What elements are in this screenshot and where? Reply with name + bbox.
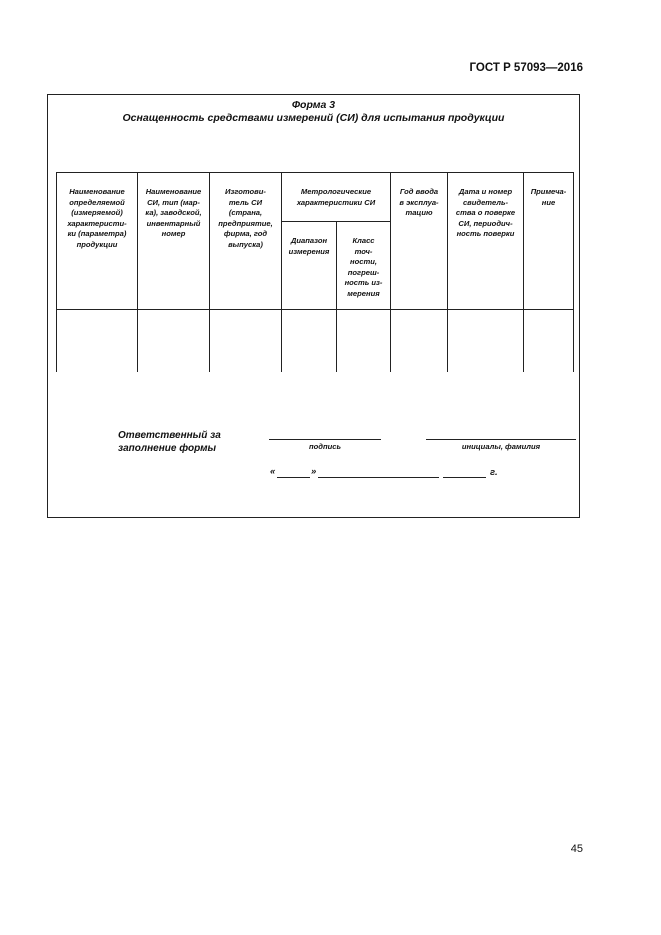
name-line (426, 439, 576, 440)
subheader-range: Диапазон измерения (288, 236, 330, 256)
signature-line (269, 439, 381, 440)
date-quote-close: » (311, 466, 317, 477)
header-characteristic: Наименование определяемой (измеряемой) характеристи- ки (параметра) продукции (67, 187, 127, 249)
header-bottom-border (56, 309, 574, 310)
header-notes: Примеча- ние (530, 187, 567, 207)
header-verification: Дата и номер свидетель- ства о поверке СИ, периодич- ность поверки (455, 187, 516, 239)
date-month-line (318, 477, 439, 478)
signature-caption: подпись (309, 442, 341, 451)
col-divider-8 (573, 172, 574, 372)
subheader-accuracy: Класс точ- ности, погреш- ность из- мерения (344, 236, 383, 298)
date-year-suffix: г. (490, 467, 498, 478)
equipment-table (56, 172, 574, 372)
page-number: 45 (570, 843, 583, 855)
header-si-name: Наименование СИ, тип (мар- ка), заводской, инвентарный номер (145, 187, 202, 239)
responsible-label: Ответственный за заполнение формы (118, 430, 221, 454)
header-manufacturer: Изготови- тель СИ (страна, предприятие, фирма, год выпуска) (218, 187, 273, 249)
table-top-border (56, 172, 574, 173)
header-commission-year: Год ввода в эксплуа- тацию (399, 187, 439, 218)
form-subtitle: Оснащенность средствами измерений (СИ) для испытания продукции (122, 112, 505, 124)
header-metrological: Метрологические характеристики СИ (296, 187, 376, 207)
standard-number: ГОСТ Р 57093—2016 (469, 62, 583, 74)
date-year-line (443, 477, 486, 478)
name-caption: инициалы, фамилия (461, 442, 541, 451)
date-quote-open: « (270, 466, 276, 477)
form-title: Форма 3 (291, 99, 336, 111)
date-day-line (277, 477, 310, 478)
